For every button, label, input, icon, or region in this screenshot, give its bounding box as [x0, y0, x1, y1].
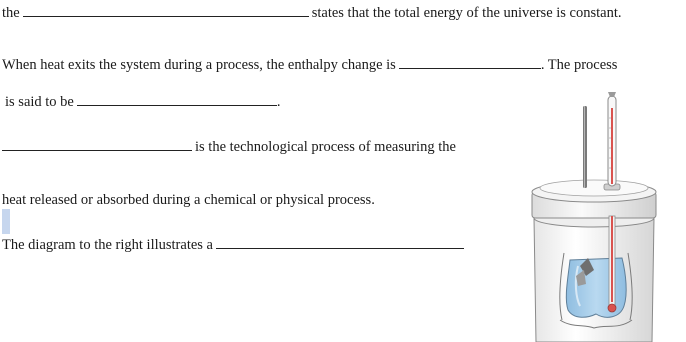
sentence-first-law-suffix: states that the total energy of the universe is constant. — [311, 5, 622, 21]
sentence-diagram-prefix: The diagram to the right illustrates a — [2, 237, 213, 253]
sentence-enthalpy-prefix: When heat exits the system during a process, the enthalpy change is — [2, 57, 396, 73]
calorimeter-illustration — [524, 88, 664, 342]
blank-diagram[interactable] — [216, 236, 464, 249]
sentence-enthalpy — [2, 56, 617, 74]
blank-enthalpy-sign[interactable] — [399, 56, 541, 69]
text-cursor-highlight — [2, 209, 10, 234]
stirrer-rod — [583, 106, 587, 188]
sentence-diagram — [2, 236, 467, 254]
blank-calorimetry[interactable] — [2, 138, 192, 151]
water-sample — [566, 258, 626, 317]
sentence-calorimetry-suffix: is the technological process of measuring the — [195, 139, 456, 155]
sentence-process-type-prefix: is said to be — [5, 94, 74, 110]
blank-first-law[interactable] — [23, 4, 309, 17]
sentence-enthalpy-suffix: . The process — [540, 57, 618, 73]
sentence-first-law-prefix: the — [2, 5, 20, 21]
sentence-calorimetry-continued-text: heat released or absorbed during a chemical or physical process. — [2, 192, 375, 208]
sentence-first-law — [2, 4, 622, 22]
sentence-process-type-suffix: . — [276, 94, 281, 110]
sentence-calorimetry — [2, 138, 456, 156]
sentence-process-type — [5, 93, 281, 111]
lid — [532, 180, 656, 218]
sentence-calorimetry-continued — [2, 191, 375, 209]
blank-process-type[interactable] — [77, 93, 277, 106]
